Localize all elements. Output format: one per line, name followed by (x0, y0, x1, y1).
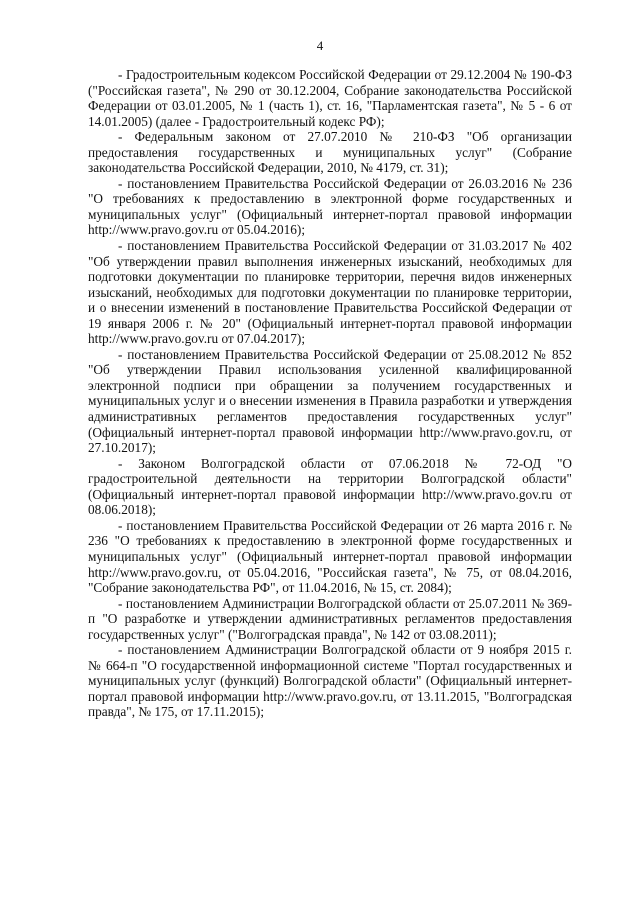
legal-basis-list (88, 67, 572, 720)
list-item-administration-decree-664: - постановлением Администрации Волгоградской области от 9 ноября 2015 г. № 664-п "О государственной информационной системе "Портал государственных и муниципальных услуг (функций) Волгоградской области" (Официальный интернет-портал правовой информации http://www.pravo.gov.ru, от 13.11.2015, "Волгоградская правда", № 175, от 17.11.2015); (88, 642, 572, 720)
list-item-volgograd-law-72: - Законом Волгоградской области от 07.06.2018 № 72-ОД "О градостроительной деятельности на территории Волгоградской области" (Официальный интернет-портал правовой информации http://www.pravo.gov.ru от 08.06.2018); (88, 455, 572, 518)
list-item-federal-law-210: - Федеральным законом от 27.07.2010 № 210-ФЗ "Об организации предоставления государственных и муниципальных услуг" (Собрание законодательства Российской Федерации, 2010, № 4179, ст. 31); (88, 129, 572, 176)
list-item-town-planning-code: - Градостроительным кодексом Российской Федерации от 29.12.2004 № 190-ФЗ ("Российская газета", № 290 от 30.12.2004, Собрание законодательства Российской Федерации от 03.01.2005, № 1 (часть 1), ст. 16, "Парламентская газета", № 5 - 6 от 14.01.2005) (далее - Градостроительный кодекс РФ); (88, 67, 572, 129)
list-item-administration-decree-369: - постановлением Администрации Волгоградской области от 25.07.2011 № 369-п "О разработке и утверждении административных регламентов предоставления государственных услуг" ("Волгоградская правда", № 142 от 03.08.2011); (88, 595, 572, 642)
list-item-government-decree-236-2016: - постановлением Правительства Российской Федерации от 26 марта 2016 г. № 236 "О требованиях к предоставлению в электронной форме государственных и муниципальных услуг" (Официальный интернет-портал правовой информации http://www.pravo.gov.ru, от 05.04.2016, "Российская газета", № 75, от 08.04.2016, "Собрание законодательства РФ", от 11.04.2016, № 15, ст. 2084); (88, 517, 572, 596)
page-number: 4 (316, 38, 324, 53)
list-item-government-decree-402: - постановлением Правительства Российской Федерации от 31.03.2017 № 402 "Об утверждении правил выполнения инженерных изысканий, необходимых для подготовки документации по планировке территории, перечня видов инженерных изысканий, необходимых для подготовки документации по планировке территории, и о внесении изменений в постановление Правительства Российской Федерации от 19 января 2006 г. № 20" (Официальный интернет-портал правовой информации http://www.pravo.gov.ru от 07.04.2017); (88, 238, 572, 347)
list-item-government-decree-852: - постановлением Правительства Российской Федерации от 25.08.2012 № 852 "Об утверждении Правил использования усиленной квалифицированной электронной подписи при обращении за получением государственных и муниципальных услуг и о внесении изменения в Правила разработки и утверждения административных регламентов предоставления государственных услуг" (Официальный интернет-портал правовой информации http://www.pravo.gov.ru, от 27.10.2017); (88, 346, 572, 456)
list-item-government-decree-236: - постановлением Правительства Российской Федерации от 26.03.2016 № 236 "О требованиях к предоставлению в электронной форме государственных и муниципальных услуг" (Официальный интернет-портал правовой информации http://www.pravo.gov.ru от 05.04.2016); (88, 175, 572, 238)
